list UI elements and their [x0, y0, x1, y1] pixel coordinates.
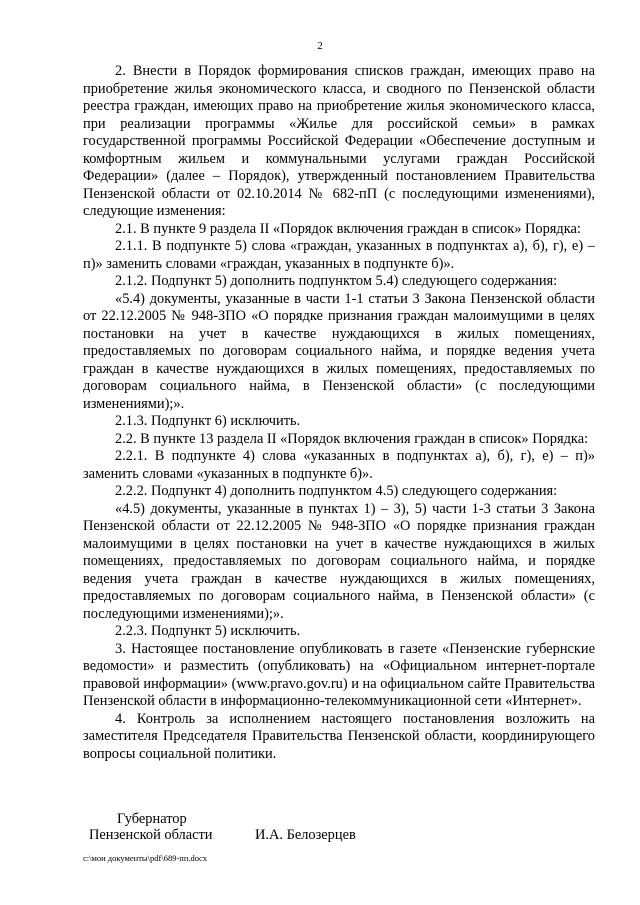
paragraph-2: 2. Внести в Порядок формирования списков граждан, имеющих право на приобретение жилья экономического класса, и сводного по Пензенской области реестра граждан, имеющих право на приобретение жилья экономического класса, при реализации программы «Жилье для российской семьи» в рамках государственной программы Российской Федерации «Обеспечение доступным и комфортным жильем и коммунальными услугами граждан Российской Федерации» (далее – Порядок), утвержденный постановлением Правительства Пензенской области от 02.10.2014 № 682-пП (с последующими изменениями), следующие изменения: [83, 63, 595, 219]
paragraph-2-2-3: 2.2.3. Подпункт 5) исключить. [115, 623, 301, 639]
paragraph-2-2-1: 2.2.1. В подпункте 4) слова «указанных в подпунктах а), б), г), е) – п)» заменить словами «указанных в подпункте б)». [83, 448, 595, 482]
paragraph-2-1-3: 2.1.3. Подпункт 6) исключить. [115, 413, 301, 429]
document-body [83, 63, 595, 763]
paragraph-2-1-1: 2.1.1. В подпункте 5) слова «граждан, указанных в подпунктах а), б), г), е) – п)» заменить словами «граждан, указанных в подпункте б)». [83, 238, 595, 272]
paragraph-2-1-2: 2.1.2. Подпункт 5) дополнить подпунктом 5.4) следующего содержания: [115, 273, 558, 289]
paragraph-2-1: 2.1. В пункте 9 раздела II «Порядок включения граждан в список» Порядка: [115, 220, 581, 237]
signature-title-line2: Пензенской области [89, 827, 213, 843]
paragraph-4-5-quote: «4.5) документы, указанные в пунктах 1) – 3), 5) части 1-3 статьи 3 Закона Пензенской области от 22.12.2005 № 948-ЗПО «О порядке признания граждан малоимущими в целях постановки на учет в качестве нуждающихся в жилых помещениях, предоставляемых по договорам социального найма, и порядке ведения учета граждан в качестве нуждающихся в жилых помещениях, предоставляемых по договорам социального найма, в Пензенской области» (с последующими изменениями);». [83, 500, 595, 622]
paragraph-3: 3. Настоящее постановление опубликовать в газете «Пензенские губернские ведомости» и разместить (опубликовать) на «Официальном интернет-портале правовой информации» (www.pravo.gov.ru) и на официальном сайте Правительства Пензенской области в информационно-телекоммуникационной сети «Интернет». [83, 640, 595, 709]
page-number: 2 [317, 40, 323, 52]
file-path-footer: c:\мои документы\pdf\689-пп.docx [83, 853, 208, 863]
paragraph-2-2-2: 2.2.2. Подпункт 4) дополнить подпунктом 4.5) следующего содержания: [115, 483, 558, 499]
signature-title-line1: Губернатор [117, 811, 187, 827]
paragraph-2-2: 2.2. В пункте 13 раздела II «Порядок включения граждан в список» Порядка: [115, 430, 589, 447]
paragraph-4: 4. Контроль за исполнением настоящего постановления возложить на заместителя Председателя Правительства Пензенской области, координирующего вопросы социальной политики. [83, 710, 595, 762]
paragraph-5-4-quote: «5.4) документы, указанные в части 1-1 статьи 3 Закона Пензенской области от 22.12.2005 № 948-ЗПО «О порядке признания граждан малоимущими в целях постановки на учет в качестве нуждающихся в жилых помещениях, предоставляемых по договорам социального найма, и порядке ведения учета граждан в качестве нуждающихся в жилых помещениях, предоставляемых по договорам социального найма, в Пензенской области» (с последующими изменениями);». [83, 290, 595, 412]
signature-name: И.А. Белозерцев [255, 827, 356, 843]
